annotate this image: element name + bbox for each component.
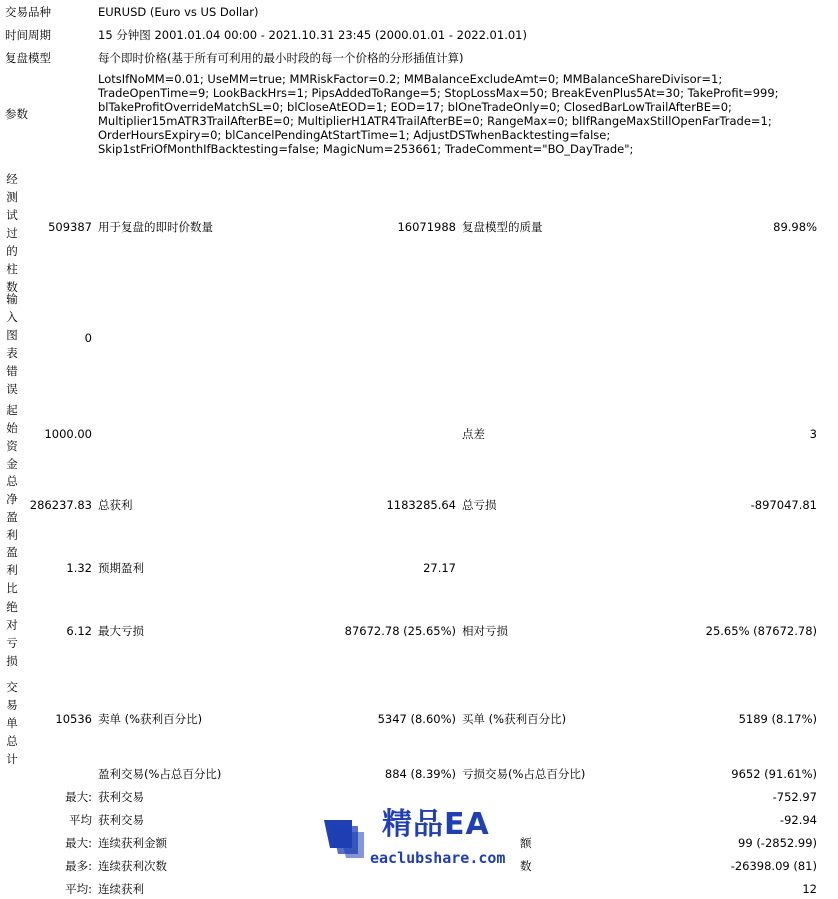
abs-drawdown-value: 6.12 (66, 624, 92, 638)
total-trades-label: 交易单总计 (6, 680, 18, 766)
profit-trades-label: 盈利交易(%占总百分比) (98, 767, 222, 781)
bars-value: 509387 (48, 220, 92, 234)
row-right-label: 数 (520, 859, 532, 873)
row-right-label: 额 (520, 836, 532, 850)
row-prefix: 平均: (65, 882, 92, 896)
profit-factor-value: 1.32 (66, 561, 92, 575)
symbol-label: 交易品种 (5, 5, 51, 19)
watermark-title: 精品EA (382, 807, 490, 842)
deposit-label: 起始资金 (6, 403, 18, 471)
net-profit-value: 286237.83 (29, 498, 92, 512)
ticks-value: 16071988 (397, 220, 456, 234)
row-prefix: 最大: (65, 836, 92, 850)
gross-profit-label: 总获利 (98, 498, 133, 512)
net-profit-label: 总净盈利 (6, 474, 18, 542)
long-positions-label: 买单 (%获利百分比) (462, 712, 567, 726)
gross-profit-value: 1183285.64 (386, 498, 456, 512)
row-right-value: -26398.09 (81) (730, 859, 817, 873)
rel-drawdown-value: 25.65% (87672.78) (705, 624, 817, 638)
spread-value: 3 (809, 427, 817, 441)
abs-drawdown-label: 绝对亏损 (6, 600, 18, 668)
row-label: 获利交易 (98, 790, 144, 804)
row-right-value: 99 (-2852.99) (738, 836, 817, 850)
gross-loss-label: 总亏损 (462, 498, 497, 512)
watermark-url: eaclubshare.com (370, 849, 506, 867)
params-value: LotsIfNoMM=0.01; UseMM=true; MMRiskFactor=0.2; MMBalanceExcludeAmt=0; MMBalanceShareDivisor=1; TradeOpenTime=9; LookBackHrs=1; PipsAddedToRange=5; StopLossMax=50; BreakEvenPlus5At=30; TakeProfit=999; blTakeProfitOverrideMatchSL=0; blCloseAtEOD=1; EOD=17; blOneTradeOnly=0; ClosedBarLowTrailAfterBE=0; Multiplier15mATR3TrailAfterBE=0; MultiplierH1ATR4TrailAfterBE=0; RangeMax=0; blIfRangeMaxStillOpenFarTrade=1; OrderHoursExpiry=0; blCancelPendingAtStartTime=1; AdjustDSTwhenBacktesting=false; Skip1stFriOfMonthIfBacktesting=false; MagicNum=253661; TradeComment="BO_DayTrade"; (98, 72, 779, 156)
max-drawdown-value: 87672.78 (25.65%) (344, 624, 456, 638)
row-prefix: 最大: (65, 790, 92, 804)
row-label: 连续获利 (98, 882, 144, 896)
profit-factor-label: 盈利比 (6, 545, 18, 595)
bars-label: 经测试过的柱数 (6, 172, 18, 294)
row-right-value: -92.94 (779, 813, 817, 827)
watermark (320, 806, 520, 878)
payoff-value: 27.17 (423, 561, 456, 575)
symbol-value: EURUSD (Euro vs US Dollar) (98, 5, 259, 19)
gross-loss-value: -897047.81 (750, 498, 817, 512)
row-prefix: 最多: (65, 859, 92, 873)
row-label: 获利交易 (98, 813, 144, 827)
quality-label: 复盘模型的质量 (462, 220, 543, 234)
row-label: 连续获利金额 (98, 836, 167, 850)
errors-value: 0 (84, 331, 92, 345)
short-positions-label: 卖单 (%获利百分比) (98, 712, 203, 726)
short-positions-value: 5347 (8.60%) (377, 712, 456, 726)
watermark-logo-icon (320, 812, 368, 860)
payoff-label: 预期盈利 (98, 561, 144, 575)
profit-trades-value: 884 (8.39%) (384, 767, 456, 781)
row-right-value: -752.97 (772, 790, 817, 804)
model-label: 复盘模型 (5, 51, 51, 65)
spread-label: 点差 (462, 427, 485, 441)
max-drawdown-label: 最大亏损 (98, 624, 144, 638)
deposit-value: 1000.00 (44, 427, 92, 441)
errors-label: 输入图表错误 (6, 292, 18, 396)
ticks-label: 用于复盘的即时价数量 (98, 220, 213, 234)
period-value: 15 分钟图 2001.01.04 00:00 - 2021.10.31 23:45 (2000.01.01 - 2022.01.01) (98, 28, 527, 42)
loss-trades-label: 亏损交易(%占总百分比) (462, 767, 586, 781)
rel-drawdown-label: 相对亏损 (462, 624, 508, 638)
row-label: 连续获利次数 (98, 859, 167, 873)
params-label: 参数 (5, 107, 28, 121)
model-value: 每个即时价格(基于所有可利用的最小时段的每一个价格的分形插值计算) (98, 51, 464, 65)
long-positions-value: 5189 (8.17%) (738, 712, 817, 726)
total-trades-value: 10536 (55, 712, 92, 726)
row-right-value: 12 (802, 882, 817, 896)
quality-value: 89.98% (773, 220, 817, 234)
row-prefix: 平均 (69, 813, 92, 827)
period-label: 时间周期 (5, 28, 51, 42)
loss-trades-value: 9652 (91.61%) (731, 767, 817, 781)
